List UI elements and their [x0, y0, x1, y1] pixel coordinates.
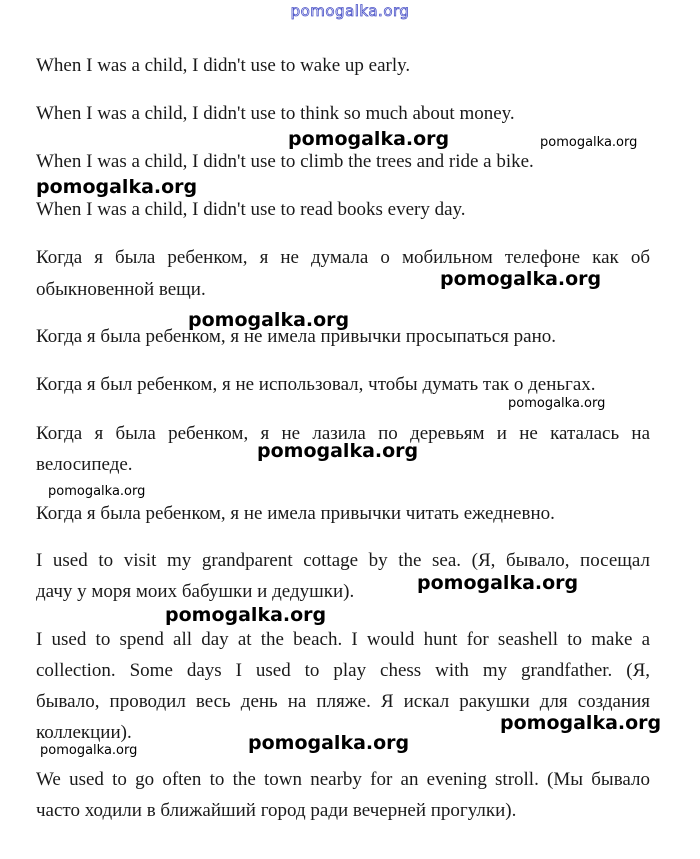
text-line: Когда я была ребенком, я не имела привычки просыпаться рано. — [36, 326, 556, 347]
text-line: I used to visit my grandparent cottage by the sea. (Я, бывало, посещал — [36, 550, 650, 571]
text-line: обыкновенной вещи. — [36, 279, 206, 300]
watermark: pomogalka.org — [188, 309, 350, 331]
watermark: pomogalka.org — [36, 176, 198, 198]
text-line: Когда я была ребенком, я не имела привычки читать ежедневно. — [36, 503, 555, 524]
text-line: бывало, проводил весь день на пляже. Я искал ракушки для создания — [36, 691, 650, 712]
watermark: pomogalka.org — [417, 572, 579, 594]
text-line: дачу у моря моих бабушки и дедушки). — [36, 581, 355, 602]
watermark-top: pomogalka.org — [290, 2, 410, 20]
watermark: pomogalka.org — [500, 712, 662, 734]
text-line: коллекции). — [36, 722, 132, 743]
watermark: pomogalka.org — [48, 484, 146, 499]
text-line: We used to go often to the town nearby for an evening stroll. (Мы бывало — [36, 769, 650, 790]
text-line: When I was a child, I didn't use to read books every day. — [36, 199, 466, 220]
watermark: pomogalka.org — [440, 268, 602, 290]
text-line: Когда я был ребенком, я не использовал, чтобы думать так о деньгах. — [36, 374, 596, 395]
watermark: pomogalka.org — [257, 440, 419, 462]
text-line: collection. Some days I used to play chess with my grandfather. (Я, — [36, 660, 650, 681]
watermark: pomogalka.org — [508, 396, 606, 411]
watermark: pomogalka.org — [40, 743, 138, 758]
text-line: велосипеде. — [36, 454, 133, 475]
text-line: I used to spend all day at the beach. I would hunt for seashell to make a — [36, 629, 650, 650]
text-line: Когда я была ребенком, я не лазила по деревьям и не каталась на — [36, 423, 650, 444]
watermark: pomogalka.org — [248, 732, 410, 754]
watermark: pomogalka.org — [288, 128, 450, 150]
text-line: часто ходили в ближайший город ради вечерней прогулки). — [36, 800, 517, 821]
watermark: pomogalka.org — [540, 135, 638, 150]
text-line: When I was a child, I didn't use to wake up early. — [36, 55, 411, 76]
text-line: When I was a child, I didn't use to climb the trees and ride a bike. — [36, 151, 534, 172]
watermark: pomogalka.org — [165, 604, 327, 626]
text-line: Когда я была ребенком, я не думала о мобильном телефоне как об — [36, 247, 650, 268]
text-line: When I was a child, I didn't use to think so much about money. — [36, 103, 515, 124]
